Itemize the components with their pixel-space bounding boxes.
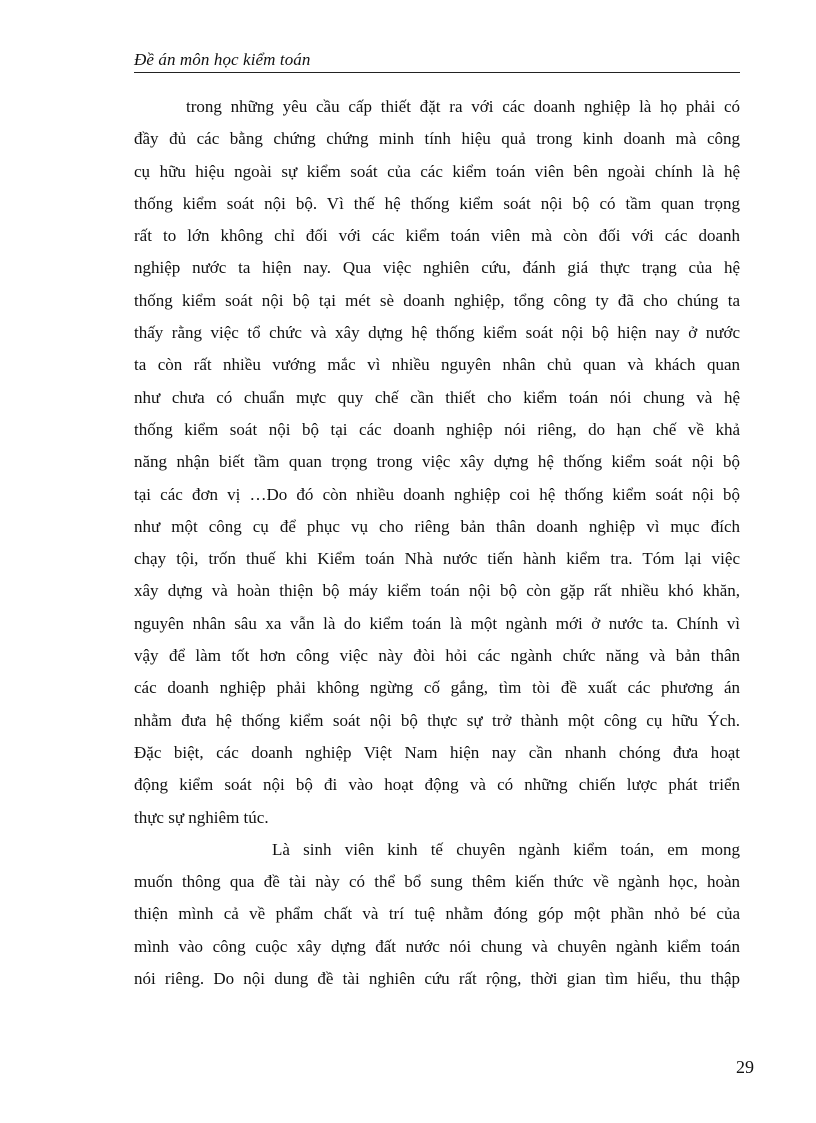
text-line: mình vào công cuộc xây dựng đất nước nói chung và chuyên ngành kiểm toán: [134, 936, 740, 956]
text-line: động kiểm soát nội bộ đi vào hoạt động và có những chiến lược phát triển: [134, 775, 740, 795]
text-line: thực sự nghiêm túc.: [134, 807, 269, 827]
text-line: ta còn rất nhiều vướng mắc vì nhiều nguyên nhân chủ quan và khách quan: [134, 355, 740, 375]
text-line: Đặc biệt, các doanh nghiệp Việt Nam hiện nay cần nhanh chóng đưa hoạt: [134, 742, 740, 762]
text-line: như một công cụ để phục vụ cho riêng bản thân doanh nghiệp vì mục đích: [134, 516, 740, 536]
text-line: đầy đủ các bằng chứng chứng minh tính hiệu quả trong kinh doanh mà công: [134, 129, 740, 149]
page-number: 29: [736, 1057, 754, 1077]
text-line: cụ hữu hiệu ngoài sự kiểm soát của các kiểm toán viên bên ngoài chính là hệ: [134, 161, 740, 181]
text-line: như chưa có chuẩn mực quy chế cần thiết cho kiểm toán nói chung và hệ: [134, 387, 740, 407]
text-line: các doanh nghiệp phải không ngừng cố gắng, tìm tòi đề xuất các phương án: [134, 678, 740, 698]
text-line: nói riêng. Do nội dung đề tài nghiên cứu rất rộng, thời gian tìm hiểu, thu thập: [134, 969, 740, 989]
text-line: thống kiểm soát nội bộ. Vì thế hệ thống kiểm soát nội bộ có tầm quan trọng: [134, 193, 740, 213]
text-line: vậy để làm tốt hơn công việc này đòi hỏi các ngành chức năng và bản thân: [134, 646, 740, 666]
text-line: năng nhận biết tầm quan trọng trong việc xây dựng hệ thống kiểm soát nội bộ: [134, 452, 740, 472]
text-line: thiện mình cả về phẩm chất và trí tuệ nhằm đóng góp một phần nhỏ bé của: [134, 904, 740, 924]
text-line: thống kiểm soát nội bộ tại các doanh nghiệp nói riêng, do hạn chế về khả: [134, 419, 740, 439]
text-line: Là sinh viên kinh tế chuyên ngành kiểm toán, em mong: [272, 839, 740, 859]
page-header: [134, 50, 740, 73]
text-line: muốn thông qua đề tài này có thể bổ sung thêm kiến thức về ngành học, hoàn: [134, 872, 740, 892]
text-line: nguyên nhân sâu xa vẫn là do kiểm toán là một ngành mới ở nước ta. Chính vì: [134, 613, 740, 633]
text-line: trong những yêu cầu cấp thiết đặt ra với các doanh nghiệp là họ phải có: [186, 97, 740, 116]
text-line: nghiệp nước ta hiện nay. Qua việc nghiên cứu, đánh giá thực trạng của hệ: [134, 258, 740, 278]
text-line: rất to lớn không chỉ đối với các kiểm toán viên mà còn đối với các doanh: [134, 226, 740, 246]
text-line: thống kiểm soát nội bộ tại mét sè doanh nghiệp, tổng công ty đã cho chúng ta: [134, 290, 740, 310]
document-title: Đề án môn học kiểm toán: [134, 50, 311, 69]
text-line: nhằm đưa hệ thống kiểm soát nội bộ thực sự trở thành một công cụ hữu Ých.: [134, 710, 740, 730]
text-line: thấy rằng việc tổ chức và xây dựng hệ thống kiểm soát nội bộ hiện nay ở nước: [134, 323, 740, 343]
text-line: tại các đơn vị …Do đó còn nhiều doanh nghiệp coi hệ thống kiểm soát nội bộ: [134, 484, 740, 504]
text-line: xây dựng và hoàn thiện bộ máy kiểm toán nội bộ còn gặp rất nhiều khó khăn,: [134, 581, 740, 601]
text-line: chạy tội, trốn thuế khi Kiểm toán Nhà nước tiến hành kiểm tra. Tóm lại việc: [134, 549, 740, 569]
body-text: [134, 91, 740, 995]
